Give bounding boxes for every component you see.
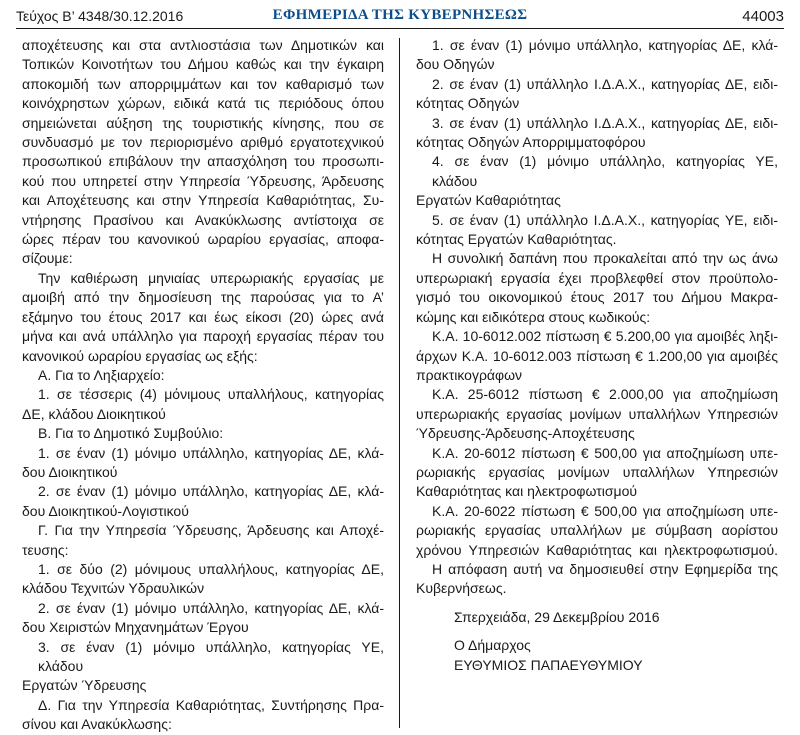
text-line: κότητας Εργατών Καθαριότητας.	[416, 231, 617, 248]
text-line: ΔΕ, κλάδου Διοικητικού	[22, 405, 166, 422]
text-line: κότητας Οδηγών Απορριμματοφόρου	[416, 134, 646, 151]
text-line: κότητας Οδηγών	[416, 95, 520, 112]
left-text-column	[22, 36, 384, 735]
text-line: δου Διοικητικού	[22, 463, 118, 480]
text-line: τευσης:	[22, 541, 69, 558]
text-line: Κ.Α. 20-6012 πίστωση € 500,00 για αποζημίωση υπε-	[432, 444, 778, 461]
text-line: και Αποχέτευσης και στην Υπηρεσία Καθαριότητας, Συ-	[22, 192, 384, 209]
text-line	[416, 627, 778, 636]
text-line: 2. σε έναν (1) υπάλληλο Ι.Δ.Α.Χ., κατηγορίας ΔΕ, ειδι-	[432, 75, 778, 92]
text-line: κοινόχρηστων χώρων, ειδικά κατά τις περιόδους όπου	[22, 95, 384, 112]
text-line: συνδυασμό με τον περιορισμένο αριθμό εργατοτεχνικού	[22, 134, 384, 151]
text-line: αποκομιδή των απορριμμάτων και τον καθαρισμό των	[22, 75, 384, 92]
text-line: Εργατών Καθαριότητας	[416, 192, 561, 209]
text-line: σημειώνεται αύξηση της τουριστικής κίνησης, που σε	[22, 114, 384, 131]
text-line: κανονικού ωραρίου εργασίας ως εξής:	[22, 347, 258, 364]
text-line: Κ.Α. 25-6012 πίστωση € 2.000,00 για αποζημίωση	[432, 386, 778, 403]
text-line: ώρες πέραν του κανονικού ωραρίου εργασίας, αποφα-	[22, 231, 384, 248]
text-line: κού που υπηρετεί στην Υπηρεσία Ύδρευσης, Άρδευσης	[22, 172, 384, 189]
text-line: 1. σε δύο (2) μόνιμους υπαλλήλους, κατηγορίας ΔΕ,	[38, 560, 384, 577]
text-line: υπερωριακή εργασία έχει προβλεφθεί στον προϋπολο-	[416, 269, 778, 286]
text-line: κλάδου Τεχνιτών Υδραυλικών	[22, 580, 205, 597]
text-line: σίζουμε:	[22, 250, 73, 267]
text-line: Α. Για το Ληξιαρχείο:	[38, 366, 165, 383]
text-line: ρωριακής εργασίας μονίμων υπαλλήλων Υπηρεσιών	[416, 463, 778, 480]
journal-title: ΕΦΗΜΕΡΙΔΑ ΤΗΣ ΚΥΒΕΡΝΗΣΕΩΣ	[272, 7, 528, 23]
text-line: 1. σε έναν (1) μόνιμο υπάλληλο, κατηγορίας ΔΕ, κλά-	[432, 37, 778, 53]
text-line: Κ.Α. 20-6022 πίστωση € 500,00 για αποζημίωση υπε-	[432, 502, 778, 519]
text-line: ντήρησης Πρασίνου και Ανακύκλωσης αντίστοιχα σε	[22, 211, 384, 228]
text-line: 4. σε έναν (1) μόνιμο υπάλληλο, κατηγορίας ΥΕ, κλάδου	[432, 153, 778, 189]
text-line: Β. Για το Δημοτικό Συμβούλιο:	[38, 425, 224, 442]
text-line: γισμό του οικονομικού έτους 2017 του Δήμου Μακρα-	[416, 289, 778, 306]
text-line: μήνα και ανά υπάλληλο για παροχή εργασίας πέραν του	[22, 328, 384, 345]
text-line: Η συνολική δαπάνη που προκαλείται από την ως άνω	[432, 250, 778, 267]
text-line: Γ. Για την Υπηρεσία Ύδρευσης, Άρδευσης και Αποχέ-	[38, 522, 384, 539]
text-line: Δ. Για την Υπηρεσία Καθαριότητας, Συντήρησης Πρα-	[38, 696, 384, 713]
text-line: 2. σε έναν (1) μόνιμο υπάλληλο, κατηγορίας ΔΕ, κλά-	[38, 599, 384, 616]
page-number: 44003	[742, 8, 784, 25]
text-line: προσωπικού επιβάλουν την απασχόληση του προσωπι-	[22, 153, 384, 170]
text-line: άρχων Κ.Α. 10-6012.003 πίστωση € 1.200,00 για αμοιβές	[416, 347, 778, 364]
text-line: Κυβερνήσεως.	[416, 580, 507, 597]
right-text-column	[416, 36, 778, 675]
text-line: ΕΥΘΥΜΙΟΣ ΠΑΠΑΕΥΘΥΜΙΟΥ	[454, 656, 643, 673]
page-header	[16, 6, 784, 29]
text-line: χρόνου Υπηρεσιών Καθαριότητας και ηλεκτροφωτισμού.	[416, 541, 778, 558]
text-line: υπερωριακής εργασίας μονίμων υπαλλήλων Υπηρεσιών	[416, 405, 778, 422]
text-line: 1. σε έναν (1) μόνιμο υπάλληλο, κατηγορίας ΔΕ, κλά-	[38, 444, 384, 461]
text-line: δου Οδηγών	[416, 56, 495, 73]
text-line: σίνου και Ανακύκλωσης:	[22, 716, 172, 733]
text-line: Εργατών Ύδρευσης	[22, 677, 147, 694]
text-line: Καθαριότητας και ηλεκτροφωτισμού	[416, 483, 638, 500]
text-line: ρωριακής εργασίας υπαλλήλων με σύμβαση αορίστου	[416, 522, 778, 539]
text-line: κώμης και ειδικότερα στους κωδικούς:	[416, 308, 651, 325]
text-line: Τοπικών Κοινοτήτων του Δήμου καθώς και την έγκαιρη	[22, 56, 384, 73]
text-line: δου Διοικητικού-Λογιστικού	[22, 502, 189, 519]
text-line	[416, 599, 778, 608]
text-line: Την καθιέρωση μηνιαίας υπερωριακής εργασίας με	[38, 269, 384, 286]
text-line: 5. σε έναν (1) υπάλληλο Ι.Δ.Α.Χ., κατηγορίας ΥΕ, ειδι-	[432, 211, 778, 228]
text-line: Σπερχειάδα, 29 Δεκεμβρίου 2016	[454, 608, 660, 625]
issue-reference: Τεύχος Β’ 4348/30.12.2016	[16, 8, 184, 24]
text-line: αμοιβή από την δημοσίευση της παρούσας για το Α’	[22, 289, 384, 306]
text-line: 3. σε έναν (1) μόνιμο υπάλληλο, κατηγορίας ΥΕ, κλάδου	[38, 638, 384, 674]
column-divider	[399, 38, 400, 728]
text-line: 1. σε τέσσερις (4) μόνιμους υπαλλήλους, κατηγορίας	[38, 386, 384, 403]
text-line: 2. σε έναν (1) μόνιμο υπάλληλο, κατηγορίας ΔΕ, κλά-	[38, 483, 384, 500]
text-line: αποχέτευσης και στα αντλιοστάσια των Δημοτικών και	[22, 37, 384, 53]
text-line: Ο Δήμαρχος	[454, 637, 531, 654]
text-line: πρακτικογράφων	[416, 366, 523, 383]
text-line: εξάμηνο του έτους 2017 και έως είκοσι (20) ώρες ανά	[22, 308, 384, 325]
text-line: Κ.Α. 10-6012.002 πίστωση € 5.200,00 για αμοιβές ληξι-	[432, 328, 778, 345]
text-line: Η απόφαση αυτή να δημοσιευθεί στην Εφημερίδα της	[432, 560, 778, 577]
text-line: δου Χειριστών Μηχανημάτων Έργου	[22, 619, 249, 636]
text-line: 3. σε έναν (1) υπάλληλο Ι.Δ.Α.Χ., κατηγορίας ΔΕ, ειδι-	[432, 114, 778, 131]
text-line: Ύδρευσης-Άρδευσης-Αποχέτευσης	[416, 425, 635, 442]
